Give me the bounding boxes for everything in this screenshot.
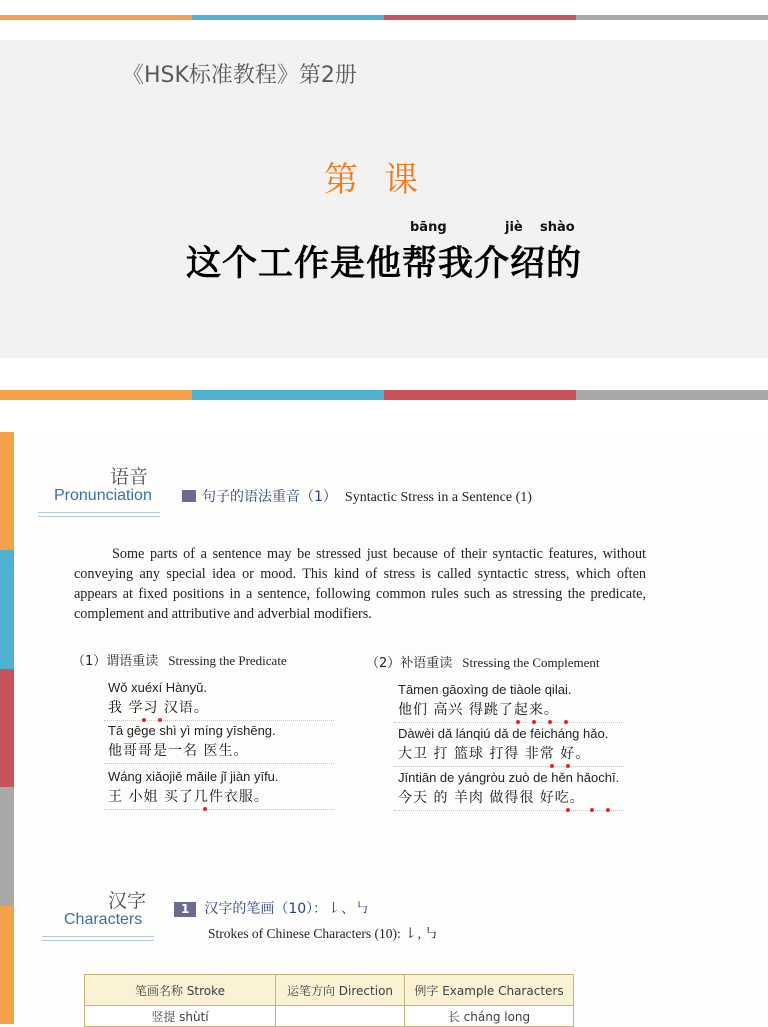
side-segment-blue xyxy=(0,550,14,668)
complement-example-2 xyxy=(398,726,608,765)
pronunciation-section-cn: 语音 xyxy=(110,466,149,488)
table-header-row xyxy=(85,975,574,1006)
side-segment-orange-2 xyxy=(0,906,14,1024)
stripe-segment-blue xyxy=(192,390,384,400)
stripe-segment-blue xyxy=(192,15,384,20)
example-pinyin: Jīntiān de yángròu zuò de hěn hǎochī. xyxy=(398,770,620,785)
stress-dot xyxy=(550,764,554,768)
syntactic-stress-heading-cn: 句子的语法重音（1） xyxy=(202,489,337,505)
complement-heading-en: Stressing the Complement xyxy=(462,655,600,670)
example-hanzi: 他哥哥是一名 医生。 xyxy=(108,740,276,762)
table-header-direction: 运笔方向 Direction xyxy=(276,975,405,1006)
example-pinyin: Tāmen gāoxìng de tiàole qilai. xyxy=(398,682,572,697)
table-row xyxy=(85,1006,574,1027)
table-header-stroke: 笔画名称 Stroke xyxy=(85,975,276,1006)
predicate-example-1 xyxy=(108,680,209,719)
characters-section-en: Characters xyxy=(64,911,143,928)
stress-dot xyxy=(203,807,207,811)
syntactic-stress-heading xyxy=(182,486,532,506)
lesson-label: 第课 xyxy=(324,160,444,200)
example-pinyin: Wǒ xuéxí Hànyǔ. xyxy=(108,680,207,695)
stress-dot xyxy=(142,718,146,722)
top-color-stripe xyxy=(0,15,768,20)
side-segment-gray xyxy=(0,787,14,905)
stripe-segment-red xyxy=(384,390,576,400)
heading-square-icon xyxy=(182,490,196,502)
example-pinyin: Dàwèi dǎ lánqiú dǎ de fēicháng hǎo. xyxy=(398,726,609,741)
book-title: 《HSK标准教程》第2册 xyxy=(122,63,357,88)
stress-dot xyxy=(590,808,594,812)
pinyin-shao: shào xyxy=(540,220,575,235)
middle-color-stripe xyxy=(0,390,768,400)
predicate-example-3 xyxy=(108,769,279,808)
side-segment-orange xyxy=(0,432,14,550)
stress-dot xyxy=(532,720,536,724)
example-hanzi: 今天 的 羊肉 做得很 好吃。 xyxy=(398,787,619,809)
table-cell-example: 长 cháng long xyxy=(405,1006,574,1027)
stress-dot xyxy=(566,808,570,812)
example-hanzi: 王 小姐 买了几件衣服。 xyxy=(108,786,279,808)
characters-section-rule xyxy=(42,936,154,941)
pinyin-jie: jiè xyxy=(505,220,523,235)
predicate-heading xyxy=(72,650,287,669)
stripe-segment-red xyxy=(384,15,576,20)
table-cell-stroke: 竖提 shùtí xyxy=(85,1006,276,1027)
example-hanzi: 大卫 打 篮球 打得 非常 好。 xyxy=(398,743,608,765)
table-header-examples: 例字 Example Characters xyxy=(405,975,574,1006)
complement-example-3 xyxy=(398,770,619,809)
intro-paragraph: Some parts of a sentence may be stressed just because of their syntactic features, without conveying any special idea or mood. This kind of stress is called syntactic stress, which often appears at fixed positions in a sentence, following common rules such as stressing the predicate, complement and attributive and adverbial modifiers. xyxy=(74,546,646,622)
stripe-segment-orange xyxy=(0,15,192,20)
table-cell-direction xyxy=(276,1006,405,1027)
title-slide xyxy=(0,40,768,358)
complement-heading xyxy=(366,652,600,671)
characters-section-cn: 汉字 xyxy=(108,890,147,912)
stress-dot xyxy=(516,720,520,724)
pronunciation-section-en: Pronunciation xyxy=(54,487,152,504)
stripe-segment-gray xyxy=(576,15,768,20)
stripe-segment-gray xyxy=(576,390,768,400)
side-segment-red xyxy=(0,669,14,787)
example-hanzi: 我 学习 汉语。 xyxy=(108,697,209,719)
stripe-segment-orange xyxy=(0,390,192,400)
lesson-title: 这个工作是他帮我介绍的 xyxy=(185,243,582,284)
side-color-bar xyxy=(0,432,14,1024)
pinyin-bang: bāng xyxy=(410,220,447,235)
section-number-badge: 1 xyxy=(174,902,196,917)
stress-dot xyxy=(606,808,610,812)
example-pinyin: Wáng xiǎojiě mǎile jǐ jiàn yīfu. xyxy=(108,769,279,784)
stress-dot xyxy=(564,720,568,724)
stress-dot xyxy=(158,718,162,722)
stroke-table xyxy=(84,974,574,1027)
predicate-example-2 xyxy=(108,723,276,762)
complement-heading-cn: （2）补语重读 xyxy=(366,656,453,671)
stress-dot xyxy=(566,764,570,768)
example-pinyin: Tā gēge shì yì míng yīshēng. xyxy=(108,723,276,738)
strokes-heading xyxy=(174,898,369,918)
strokes-heading-en: Strokes of Chinese Characters (10): ㇙, ㇉ xyxy=(208,926,438,941)
syntactic-stress-heading-en: Syntactic Stress in a Sentence (1) xyxy=(344,490,532,505)
complement-example-1 xyxy=(398,682,571,721)
example-hanzi: 他们 高兴 得跳了起来。 xyxy=(398,699,571,721)
textbook-page xyxy=(0,432,768,1024)
stress-dot xyxy=(548,720,552,724)
predicate-heading-cn: （1）谓语重读 xyxy=(72,654,159,669)
predicate-heading-en: Stressing the Predicate xyxy=(168,653,287,668)
pronunciation-section-rule xyxy=(38,512,160,517)
strokes-heading-cn: 汉字的笔画（10）：㇙、㇉ xyxy=(204,901,370,917)
